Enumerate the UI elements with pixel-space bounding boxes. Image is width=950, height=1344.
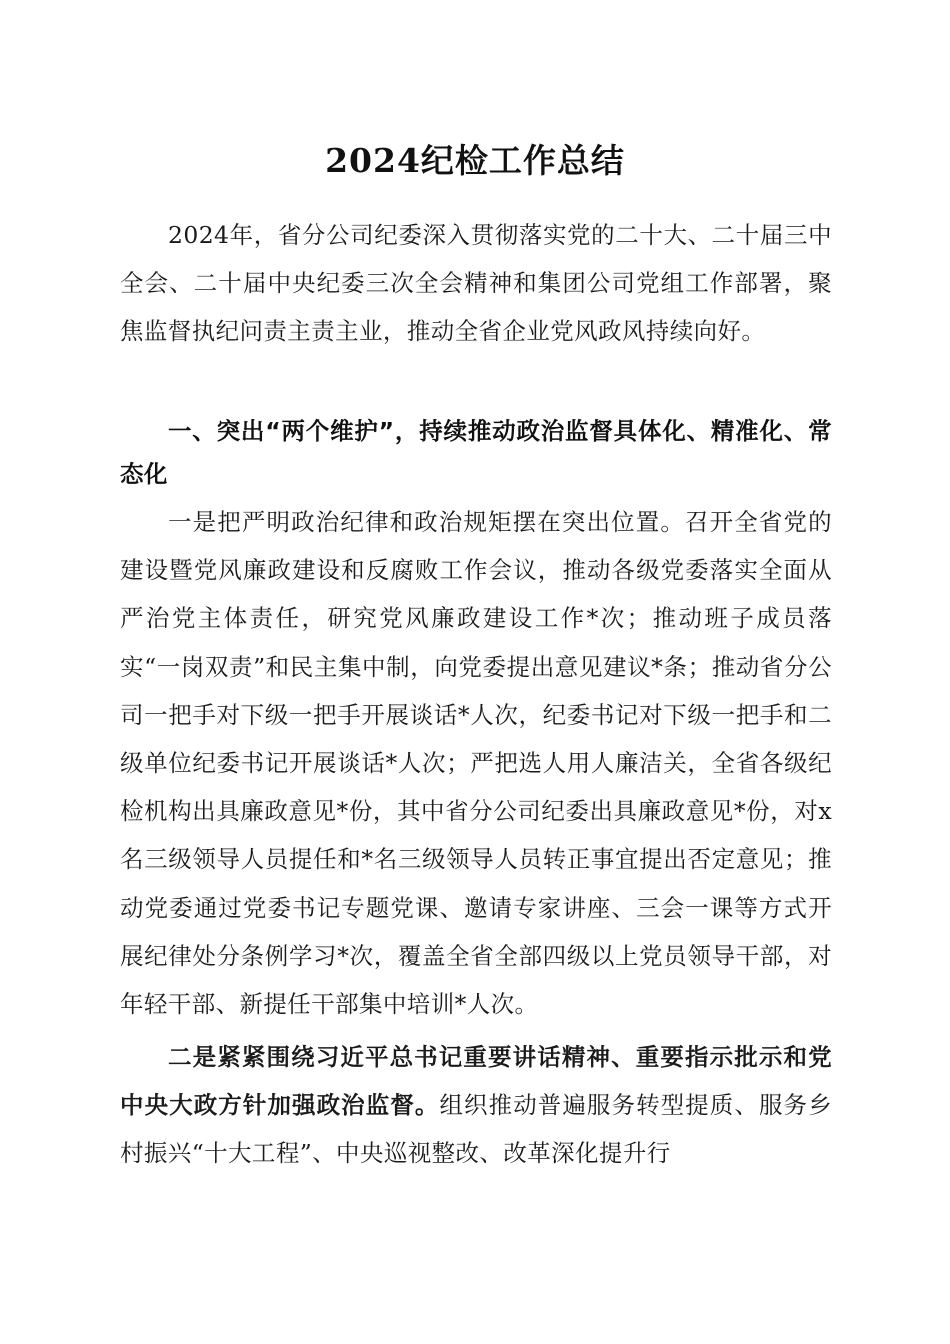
section-paragraph-2 bbox=[120, 1033, 832, 1178]
paragraph-lead: 二是紧紧围绕习近平总书记重要讲话精神、重要指示批示和党中央大政方针加强政治监督。 bbox=[120, 1043, 832, 1120]
paragraph-body: 组织推动普遍服务转型提质、服务乡村振兴“十大工程”、中央巡视整改、改革深化提升行 bbox=[120, 1091, 833, 1168]
section-paragraph-1: 一是把严明政治纪律和政治规矩摆在突出位置。召开全省党的建设暨党风廉政建设和反腐败工作会议，推动各级党委落实全面从严治党主体责任，研究党风廉政建设工作*次；推动班子成员落实“一岗双责”和民主集中制，向党委提出意见建议*条；推动省分公司一把手对下级一把手开展谈话*人次，纪委书记对下级一把手和二级单位纪委书记开展谈话*人次；严把选人用人廉洁关，全省各级纪检机构出具廉政意见*份，其中省分公司纪委出具廉政意见*份，对x名三级领导人员提任和*名三级领导人员转正事宜提出否定意见；推动党委通过党委书记专题党课、邀请专家讲座、三会一课等方式开展纪律处分条例学习*次，覆盖全省全部四级以上党员领导干部，对年轻干部、新提任干部集中培训*人次。 bbox=[120, 508, 832, 1019]
document-title: 2024纪检工作总结 bbox=[325, 141, 625, 180]
section-heading: 一、突出“两个维护”，持续推动政治监督具体化、精准化、常态化 bbox=[120, 417, 832, 488]
intro-paragraph: 2024年，省分公司纪委深入贯彻落实党的二十大、二十届三中全会、二十届中央纪委三次全会精神和集团公司党组工作部署，聚焦监督执纪问责主责主业，推动全省企业党风政风持续向好。 bbox=[120, 221, 832, 346]
